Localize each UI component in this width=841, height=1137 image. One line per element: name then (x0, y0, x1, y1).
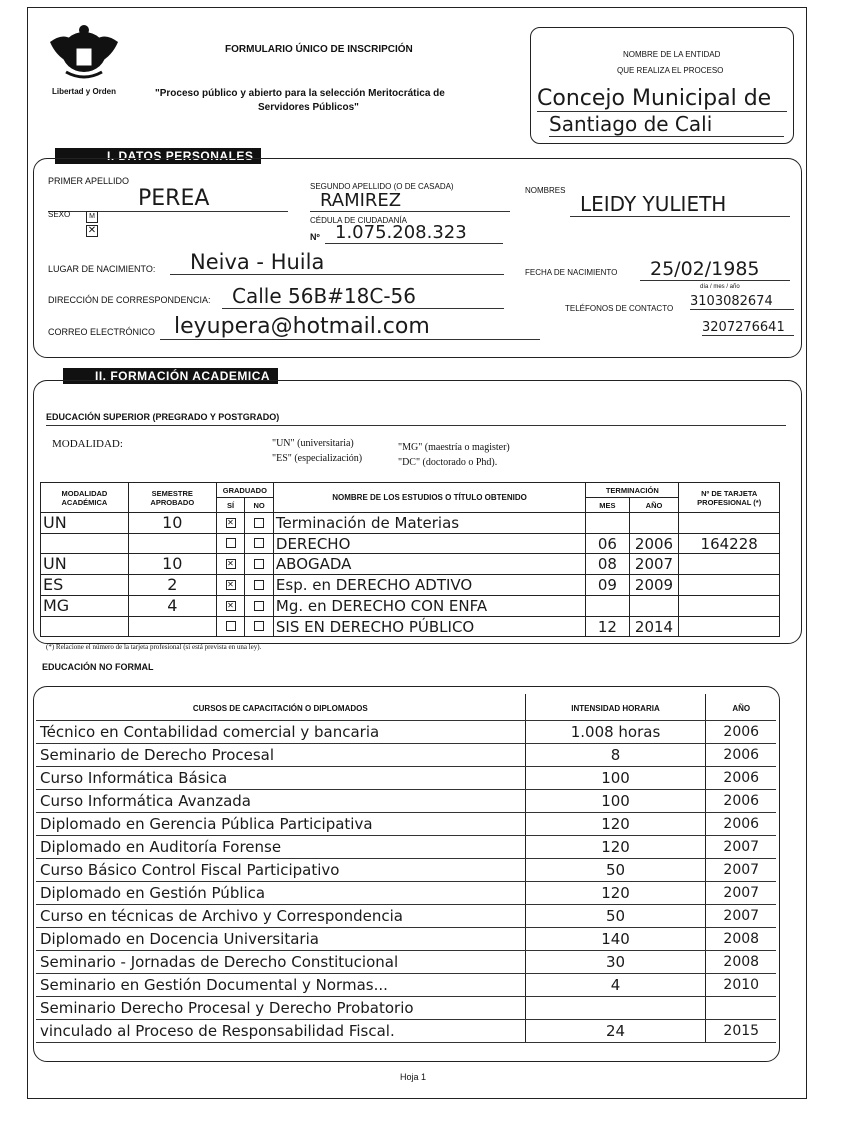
course-row (36, 882, 776, 905)
course-year: 2006 (723, 793, 760, 809)
edu-graduado-no-cell (245, 596, 274, 617)
section-2-title: II. FORMACIÓN ACADEMICA (63, 368, 278, 384)
course-name-cell (36, 905, 525, 928)
education-table (40, 482, 780, 637)
entity-label-2: QUE REALIZA EL PROCESO (617, 66, 724, 75)
col-intensidad-label: INTENSIDAD HORARIA (571, 704, 660, 713)
course-hours-cell (525, 928, 706, 951)
course-year: 2006 (723, 724, 760, 740)
col-anio2-label: AÑO (732, 704, 751, 713)
course-name-cell (36, 997, 525, 1020)
edu-mes-cell (586, 575, 629, 596)
modalidad-label: MODALIDAD: (52, 438, 123, 450)
edu-semestre-cell (128, 575, 216, 596)
course-name-cell (36, 1020, 525, 1043)
course-name: vinculado al Proceso de Responsabilidad Fiscal. (40, 1021, 395, 1040)
edu-graduado-no-checkbox[interactable] (254, 580, 264, 590)
edu-graduado-no-cell (245, 575, 274, 596)
col-graduado: GRADUADO (216, 483, 273, 498)
tarjeta-footnote: (*) Relacione el número de la tarjeta profesional (si está prevista en una ley). (46, 643, 262, 651)
edu-modalidad: ES (43, 575, 64, 594)
edu-mes-cell (586, 534, 629, 554)
edu-anio-cell (629, 596, 679, 617)
course-hours: 120 (601, 814, 630, 833)
edu-mes-cell (586, 554, 629, 575)
course-name: Curso Básico Control Fiscal Participativo (40, 860, 340, 879)
course-hours-cell (525, 1020, 706, 1043)
course-row (36, 790, 776, 813)
course-hours: 1.008 horas (570, 722, 661, 741)
edu-modalidad: MG (43, 596, 70, 615)
course-hours-cell (525, 905, 706, 928)
course-row (36, 951, 776, 974)
edu-graduado-no-checkbox[interactable] (254, 559, 264, 569)
edu-mes-cell (586, 617, 629, 637)
course-name-cell (36, 790, 525, 813)
course-row (36, 974, 776, 997)
edu-modalidad: UN (43, 513, 67, 532)
course-hours: 120 (601, 837, 630, 856)
fecha-nacimiento-label: FECHA DE NACIMIENTO (525, 268, 618, 277)
course-hours-cell (525, 836, 706, 859)
course-row (36, 744, 776, 767)
edu-graduado-si-checkbox[interactable]: ✕ (227, 600, 234, 610)
coat-of-arms-logo (46, 22, 122, 94)
course-name-cell (36, 974, 525, 997)
process-line-1: "Proceso público y abierto para la selección Meritocrática de (155, 88, 445, 99)
col-intensidad (525, 694, 706, 721)
edu-graduado-no-cell (245, 617, 274, 637)
course-hours: 140 (601, 929, 630, 948)
edu-semestre-cell (128, 534, 216, 554)
course-year-cell (706, 767, 776, 790)
edu-tarjeta-cell (679, 575, 780, 596)
col-si: SÍ (216, 498, 245, 513)
edu-graduado-si-cell (216, 617, 245, 637)
course-hours-cell (525, 951, 706, 974)
edu-nombre: Mg. en DERECHO CON ENFA (275, 597, 488, 615)
superior-title: EDUCACIÓN SUPERIOR (PREGRADO Y POSTGRADO) (46, 412, 280, 422)
course-year: 2007 (723, 885, 760, 901)
course-hours-cell (525, 721, 706, 744)
legend-es: "ES" (especialización) (272, 453, 363, 464)
fecha-nacimiento-value: 25/02/1985 (640, 258, 790, 281)
edu-graduado-si-cell (216, 596, 245, 617)
course-year-cell (706, 790, 776, 813)
edu-anio-cell (629, 534, 679, 554)
nombres-label: NOMBRES (525, 186, 566, 195)
edu-semestre: 10 (162, 554, 183, 573)
edu-nombre: Terminación de Materias (275, 514, 460, 532)
edu-semestre: 10 (162, 513, 183, 532)
cedula-label: CÉDULA DE CIUDADANÍA (310, 216, 407, 225)
edu-tarjeta: 164228 (700, 534, 758, 553)
lugar-nacimiento-label: LUGAR DE NACIMIENTO: (48, 264, 156, 274)
edu-modalidad-cell (41, 554, 129, 575)
course-name: Diplomado en Gestión Pública (40, 883, 266, 902)
segundo-apellido-label: SEGUNDO APELLIDO (O DE CASADA) (310, 182, 454, 191)
superior-title-rule (46, 425, 786, 426)
course-hours: 50 (605, 860, 626, 879)
edu-modalidad-cell (41, 575, 129, 596)
course-year-cell (706, 928, 776, 951)
edu-tarjeta-cell (679, 534, 780, 554)
edu-modalidad-cell (41, 617, 129, 637)
course-hours: 100 (601, 791, 630, 810)
course-row (36, 836, 776, 859)
course-name: Curso Informática Avanzada (40, 791, 251, 810)
education-row (41, 534, 780, 554)
course-name-cell (36, 951, 525, 974)
course-hours: 24 (605, 1021, 626, 1040)
course-year-cell (706, 859, 776, 882)
course-year: 2007 (723, 862, 760, 878)
col-anio2 (706, 694, 776, 721)
edu-modalidad-cell (41, 596, 129, 617)
entity-value-1: Concejo Municipal de (537, 86, 787, 112)
course-year: 2007 (723, 908, 760, 924)
course-year-cell (706, 997, 776, 1020)
course-year-cell (706, 813, 776, 836)
edu-mes: 09 (597, 576, 617, 594)
course-hours-cell (525, 813, 706, 836)
course-hours-cell (525, 744, 706, 767)
edu-graduado-si-cell (216, 513, 245, 534)
edu-graduado-no-cell (245, 534, 274, 554)
edu-nombre-cell (273, 617, 585, 637)
course-hours-cell (525, 997, 706, 1020)
edu-mes-cell (586, 596, 629, 617)
lugar-nacimiento-value: Neiva - Huila (170, 250, 504, 275)
course-hours-cell (525, 882, 706, 905)
col-semestre: SEMESTRE APROBADO (128, 483, 216, 513)
direccion-label: DIRECCIÓN DE CORRESPONDENCIA: (48, 295, 211, 305)
course-hours: 4 (610, 975, 621, 994)
course-name: Seminario Derecho Procesal y Derecho Probatorio (40, 998, 414, 1017)
edu-mes: 12 (597, 617, 617, 636)
edu-tarjeta-cell (679, 596, 780, 617)
course-year: 2007 (723, 839, 760, 855)
course-year: 2006 (723, 816, 760, 832)
edu-nombre-cell (273, 513, 585, 534)
course-name: Seminario - Jornadas de Derecho Constitucional (40, 952, 399, 971)
course-year-cell (706, 974, 776, 997)
course-year-cell (706, 1020, 776, 1043)
col-cursos-label: CURSOS DE CAPACITACIÓN O DIPLOMADOS (192, 704, 368, 713)
course-hours: 30 (605, 952, 626, 971)
edu-semestre-cell (128, 513, 216, 534)
course-row (36, 859, 776, 882)
edu-anio: 2009 (634, 576, 674, 594)
edu-anio-cell (629, 513, 679, 534)
edu-modalidad-cell (41, 534, 129, 554)
cedula-prefix: Nº (310, 232, 320, 242)
education-row (41, 575, 780, 596)
education-row (41, 554, 780, 575)
course-year: 2006 (723, 770, 760, 786)
edu-anio: 2007 (634, 555, 674, 573)
course-year-cell (706, 882, 776, 905)
entity-value-2: Santiago de Cali (549, 112, 784, 137)
course-name-cell (36, 928, 525, 951)
edu-anio-cell (629, 575, 679, 596)
course-hours-cell (525, 767, 706, 790)
course-year: 2006 (723, 747, 760, 763)
edu-graduado-si-checkbox[interactable] (226, 621, 236, 631)
fecha-hint: día / mes / año (700, 284, 740, 290)
edu-graduado-no-checkbox[interactable] (254, 518, 264, 528)
form-title: FORMULARIO ÚNICO DE INSCRIPCIÓN (225, 44, 413, 55)
noformal-title: EDUCACIÓN NO FORMAL (42, 662, 154, 672)
edu-anio: 2014 (634, 617, 674, 636)
course-row (36, 905, 776, 928)
edu-graduado-no-checkbox[interactable] (254, 538, 264, 548)
edu-mes-cell (586, 513, 629, 534)
col-mes: MES (586, 498, 629, 513)
edu-graduado-si-cell (216, 554, 245, 575)
edu-mes: 08 (597, 555, 617, 573)
edu-semestre-cell (128, 596, 216, 617)
telefono-2: 3207276641 (702, 320, 794, 336)
section-1-title: I. DATOS PERSONALES (55, 148, 261, 164)
sexo-label: SEXO (48, 210, 71, 219)
edu-modalidad-cell (41, 513, 129, 534)
edu-semestre-cell (128, 554, 216, 575)
course-year: 2008 (723, 931, 760, 947)
course-name: Diplomado en Docencia Universitaria (40, 929, 319, 948)
edu-tarjeta-cell (679, 617, 780, 637)
course-name-cell (36, 859, 525, 882)
correo-value: leyupera@hotmail.com (160, 314, 540, 340)
edu-anio-cell (629, 554, 679, 575)
edu-graduado-si-checkbox[interactable] (226, 538, 236, 548)
course-row (36, 928, 776, 951)
page-number: Hoja 1 (400, 1072, 427, 1082)
process-line-2: Servidores Públicos" (258, 102, 359, 113)
course-name-cell (36, 882, 525, 905)
edu-nombre-cell (273, 534, 585, 554)
primer-apellido-label: PRIMER APELLIDO (48, 176, 130, 186)
course-row (36, 813, 776, 836)
education-row (41, 596, 780, 617)
logo-caption: Libertad y Orden (51, 87, 116, 96)
course-name-cell (36, 721, 525, 744)
sexo-f-box: ✕ (87, 224, 97, 236)
legend-un: "UN" (universitaria) (272, 438, 354, 449)
course-row (36, 997, 776, 1020)
edu-graduado-no-checkbox[interactable] (254, 601, 264, 611)
course-year-cell (706, 905, 776, 928)
edu-semestre: 4 (167, 596, 178, 615)
course-name-cell (36, 836, 525, 859)
entity-label-1: NOMBRE DE LA ENTIDAD (623, 50, 721, 59)
course-hours: 8 (610, 745, 621, 764)
course-name-cell (36, 744, 525, 767)
course-row (36, 1020, 776, 1043)
correo-label: CORREO ELECTRÓNICO (48, 327, 156, 337)
course-row (36, 767, 776, 790)
edu-modalidad: UN (43, 554, 67, 573)
course-name: Curso Informática Básica (40, 768, 228, 787)
edu-nombre: Esp. en DERECHO ADTIVO (275, 576, 473, 594)
course-hours-cell (525, 790, 706, 813)
legend-dc: "DC" (doctorado o Phd). (398, 457, 498, 468)
edu-nombre: SIS EN DERECHO PÚBLICO (275, 617, 475, 636)
edu-tarjeta-cell (679, 554, 780, 575)
education-row (41, 617, 780, 637)
course-name: Diplomado en Auditoría Forense (40, 837, 282, 856)
course-hours: 100 (601, 768, 630, 787)
col-cursos (36, 694, 525, 721)
course-year-cell (706, 744, 776, 767)
legend-mg: "MG" (maestría o magister) (398, 442, 510, 453)
education-row (41, 513, 780, 534)
edu-nombre: ABOGADA (275, 555, 352, 573)
course-year-cell (706, 721, 776, 744)
course-hours: 50 (605, 906, 626, 925)
edu-graduado-si-checkbox[interactable]: ✕ (227, 517, 234, 527)
col-terminacion: TERMINACIÓN (586, 483, 679, 498)
course-name: Seminario de Derecho Procesal (40, 745, 275, 764)
courses-table (36, 694, 776, 1043)
cedula-value: 1.075.208.323 (325, 222, 503, 244)
course-hours: 120 (601, 883, 630, 902)
col-modalidad: MODALIDAD ACADÉMICA (41, 483, 129, 513)
edu-graduado-no-cell (245, 513, 274, 534)
edu-nombre-cell (273, 575, 585, 596)
telefono-1: 3103082674 (690, 294, 794, 310)
course-name: Curso en técnicas de Archivo y Correspondencia (40, 906, 403, 925)
edu-graduado-no-cell (245, 554, 274, 575)
edu-graduado-no-checkbox[interactable] (254, 621, 264, 631)
course-hours-cell (525, 859, 706, 882)
edu-nombre-cell (273, 554, 585, 575)
nombres-value: LEIDY YULIETH (570, 192, 790, 217)
col-anio: AÑO (629, 498, 679, 513)
course-hours-cell (525, 974, 706, 997)
course-name: Técnico en Contabilidad comercial y bancaria (40, 722, 380, 741)
course-year: 2015 (723, 1023, 760, 1039)
segundo-apellido-value: RAMIREZ (310, 190, 510, 212)
course-name-cell (36, 813, 525, 836)
entity-box (530, 27, 794, 144)
course-name: Seminario en Gestión Documental y Normas... (40, 975, 388, 994)
edu-anio-cell (629, 617, 679, 637)
course-year-cell (706, 951, 776, 974)
direccion-value: Calle 56B#18C-56 (222, 284, 504, 309)
course-year: 2008 (723, 954, 760, 970)
edu-nombre: DERECHO (275, 534, 351, 553)
edu-semestre-cell (128, 617, 216, 637)
edu-mes: 06 (597, 534, 617, 553)
edu-nombre-cell (273, 596, 585, 617)
col-no: NO (245, 498, 274, 513)
edu-graduado-si-checkbox[interactable]: ✕ (227, 558, 234, 568)
telefonos-label: TELÉFONOS DE CONTACTO (565, 304, 674, 313)
course-year-cell (706, 836, 776, 859)
col-nombre: NOMBRE DE LOS ESTUDIOS O TÍTULO OBTENIDO (273, 483, 585, 513)
edu-semestre: 2 (167, 575, 178, 594)
edu-graduado-si-checkbox[interactable]: ✕ (227, 579, 234, 589)
edu-anio: 2006 (634, 534, 674, 553)
edu-tarjeta-cell (679, 513, 780, 534)
course-name: Diplomado en Gerencia Pública Participativa (40, 814, 373, 833)
sexo-f-checkbox[interactable] (86, 222, 98, 240)
course-row (36, 721, 776, 744)
sexo-m-box: M (86, 211, 98, 223)
col-tarjeta: Nº DE TARJETA PROFESIONAL (*) (679, 483, 780, 513)
course-name-cell (36, 767, 525, 790)
course-year: 2010 (723, 977, 760, 993)
primer-apellido-value: PEREA (48, 186, 288, 212)
edu-graduado-si-cell (216, 534, 245, 554)
edu-graduado-si-cell (216, 575, 245, 596)
